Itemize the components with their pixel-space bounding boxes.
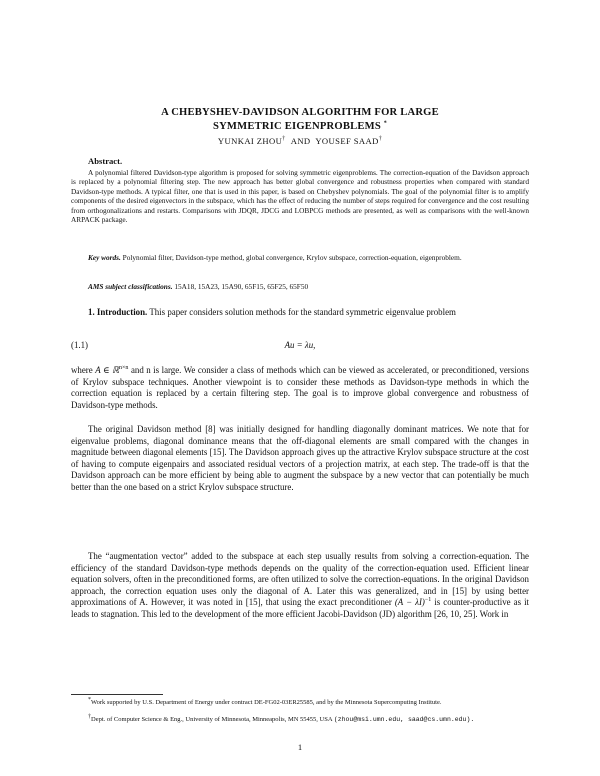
abstract-heading: Abstract.: [88, 156, 123, 166]
footnote-rule: [71, 694, 163, 695]
p1-superscript: n×n: [119, 365, 129, 372]
keywords: [71, 253, 529, 262]
ams-text: 15A18, 15A23, 15A90, 65F15, 65F25, 65F50: [174, 282, 309, 291]
paper-title: [60, 106, 540, 134]
p1-lead: where: [71, 365, 93, 375]
keywords-heading: Key words.: [88, 253, 121, 262]
author-2: YOUSEF SAAD: [315, 136, 379, 146]
p1-text: and n is large. We consider a class of methods which can be viewed as accelerated, or preconditioned, versions of Krylov subspace techniques. Another viewpoint is to consider these methods as Davidson-type methods in which the correction equation is replaced by a certain filtering step. The goal is to improve global convergence and robustness of Davidson-type methods.: [71, 365, 529, 410]
footnote-1: [71, 696, 529, 707]
author-1: YUNKAI ZHOU: [217, 136, 283, 146]
title-line-1: A CHEBYSHEV-DAVIDSON ALGORITHM FOR LARGE: [161, 107, 439, 118]
footnote-1-mark: *: [88, 696, 91, 703]
p3-math: (A − λI): [394, 597, 425, 608]
equation-body: Au = λu,: [284, 340, 316, 350]
footnote-1-text: Work supported by U.S. Department of Energy under contract DE-FG02-03ER25585, and by the Minnesota Supercomputing Institute.: [91, 699, 442, 706]
author-2-mark: †: [378, 136, 383, 143]
keywords-text: Polynomial filter, Davidson-type method, global convergence, Krylov subspace, correction-equation, eigenproblem.: [122, 253, 462, 262]
author-and: AND: [290, 136, 311, 146]
abstract-text: A polynomial filtered Davidson-type algorithm is proposed for solving symmetric eigenproblems. The correction-equation of the Davidson approach is replaced by a polynomial filtering step. The new approach has better global convergence and robustness properties when compared with standard Davidson-type methods. A typical filter, one that is used in this paper, is based on Chebyshev polynomials. The goal of the polynomial filter is to amplify components of the desired eigenvectors in the subspace, which has the effect of reducing the number of steps required for convergence and the cost resulting from orthogonalizations and restarts. Comparisons with JDQR, JDCG and LOBPCG methods are presented, as well as comparisons with the well-known ARPACK package.: [71, 168, 529, 225]
equation-number: (1.1): [71, 340, 89, 350]
title-line-2: [60, 120, 540, 134]
section-heading: 1. Introduction.: [88, 307, 148, 317]
p3-superscript: −1: [424, 597, 432, 604]
p3-text-b: is counter-productive as it leads to stagnation. This led to the development of the more efficient Jacobi-Davidson (JD) algorithm [26, 10, 25]. Work in: [71, 597, 530, 619]
author-1-mark: †: [282, 136, 286, 143]
footnote-2-emails: (zhou@msi.umn.edu, saad@cs.umn.edu).: [333, 716, 475, 723]
ams-classifications: [88, 282, 308, 291]
intro-text: This paper considers solution methods for the standard symmetric eigenvalue problem: [149, 307, 456, 317]
footnote-2-mark: †: [88, 713, 91, 720]
paragraph-3: [71, 551, 529, 621]
paragraph-1: [71, 365, 529, 411]
equation-1-1: [71, 340, 529, 352]
intro-paragraph: [71, 307, 529, 319]
p3-text-a: The “augmentation vector” added to the subspace at each step usually results from solving a correction-equation. The efficiency of the standard Davidson-type methods depends on the quality of the correction-equation used. Efficient linear equation solvers, often in the preconditioned forms, are often utilized to solve the correction-equations. In the original Davidson approach, the correction equation uses only the diagonal of A. Later this was generalized, and in [15] by using better approximations of A. However, it was noted in [15], that using the exact preconditioner: [71, 551, 529, 608]
p1-math: A ∈ ℝ: [95, 365, 120, 375]
footnote-2-text: Dept. of Computer Science & Eng., University of Minnesota, Minneapolis, MN 55455, USA: [91, 716, 333, 723]
ams-heading: AMS subject classifications.: [88, 282, 173, 291]
page-number: 1: [297, 742, 303, 752]
author-line: [60, 136, 540, 146]
paragraph-2: The original Davidson method [8] was initially designed for handling diagonally dominant matrices. We note that for eigenvalue problems, diagonal dominance means that the off-diagonal elements are small compared with the changes in magnitude between diagonal elements [15]. The Davidson approach gives up the attractive Krylov subspace structure at the cost of having to compute eigenpairs and associated residual vectors of a projection matrix, at each step. The trade-off is that the Davidson approach can be more efficient by being able to augment the subspace by a new vector that can potentially be much better than the one based on a strict Krylov subspace structure.: [71, 424, 529, 492]
footnote-2: [71, 713, 529, 724]
title-line-2-text: SYMMETRIC EIGENPROBLEMS: [212, 121, 381, 132]
title-footnote-mark: *: [383, 120, 387, 127]
